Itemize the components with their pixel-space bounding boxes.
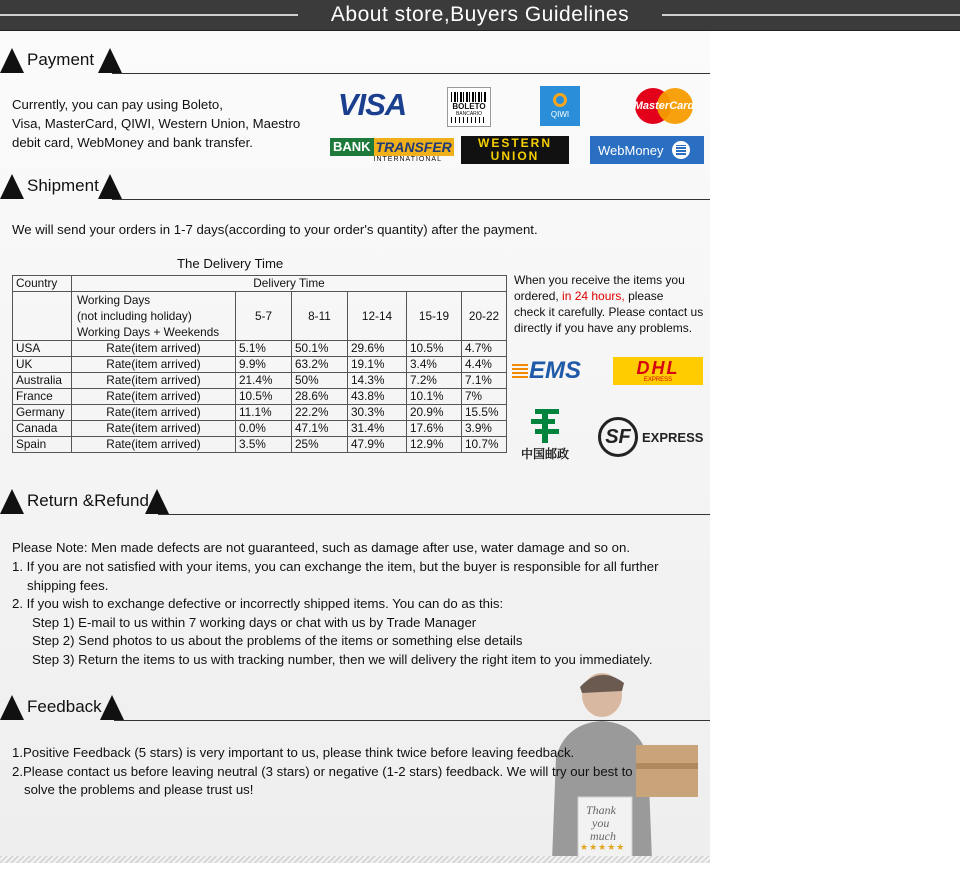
rate-value-cell: 30.3% — [348, 405, 407, 421]
notice-highlight: in 24 hours, — [562, 289, 625, 303]
rate-value-cell: 9.9% — [236, 357, 292, 373]
rate-value-cell: 21.4% — [236, 373, 292, 389]
working-days-cell — [72, 292, 236, 341]
table-row — [13, 341, 507, 357]
bank-transfer-logo: BANK TRANSFER INTERNATIONAL — [330, 138, 442, 164]
rate-value-cell: 47.1% — [292, 421, 348, 437]
shipment-text: We will send your orders in 1-7 days(according to your order's quantity) after the payment. — [12, 222, 538, 237]
rate-value-cell: 10.5% — [236, 389, 292, 405]
refund-item-1: 1. If you are not satisfied with your items, you can exchange the item, but the buyer is responsible for all further — [12, 559, 659, 574]
qiwi-logo: QIWI — [540, 86, 580, 126]
rate-label-cell: Rate(item arrived) — [72, 437, 236, 453]
delivery-time-table — [12, 275, 507, 453]
rate-value-cell: 50.1% — [292, 341, 348, 357]
feedback-heading-label: Feedback — [27, 697, 102, 716]
triangle-icon — [98, 48, 122, 73]
table-row — [13, 421, 507, 437]
heading-rule — [114, 720, 710, 721]
rate-value-cell: 47.9% — [348, 437, 407, 453]
speed-lines-icon — [512, 364, 528, 378]
rate-value-cell: 22.2% — [292, 405, 348, 421]
rate-value-cell: 63.2% — [292, 357, 348, 373]
range-header: 8-11 — [292, 292, 348, 341]
triangle-icon — [98, 174, 122, 199]
range-header: 15-19 — [407, 292, 462, 341]
rate-value-cell: 4.4% — [462, 357, 507, 373]
rate-rows — [13, 341, 507, 453]
rate-value-cell: 14.3% — [348, 373, 407, 389]
payment-line-3: debit card, WebMoney and bank transfer. — [12, 135, 253, 150]
heading-rule — [158, 514, 710, 515]
country-cell: Spain — [13, 437, 72, 453]
notice-line-2 — [514, 289, 663, 303]
feedback-line-2: 2.Please contact us before leaving neutral (3 stars) or negative (1-2 stars) feedback. We will try our best to — [12, 764, 633, 779]
payment-heading-label: Payment — [27, 50, 95, 69]
rate-value-cell: 31.4% — [348, 421, 407, 437]
table-row — [13, 373, 507, 389]
refund-step-2: Step 2) Send photos to us about the problems of the items or something else details — [32, 633, 523, 648]
shipment-heading-label: Shipment — [27, 176, 99, 195]
rate-value-cell: 10.1% — [407, 389, 462, 405]
china-post-icon — [525, 405, 565, 445]
triangle-icon — [145, 489, 169, 514]
rate-value-cell: 4.7% — [462, 341, 507, 357]
triangle-icon — [0, 489, 24, 514]
thank-you-line-2: you — [592, 816, 610, 830]
rate-value-cell: 0.0% — [236, 421, 292, 437]
sf-circle-icon: SF — [598, 417, 638, 457]
range-header: 20-22 — [462, 292, 507, 341]
notice-line-3: check it carefully. Please contact us — [514, 305, 704, 319]
rate-value-cell: 12.9% — [407, 437, 462, 453]
notice-line-4: directly if you have any problems. — [514, 321, 693, 335]
rate-label-cell: Rate(item arrived) — [72, 405, 236, 421]
mastercard-logo: MasterCard — [633, 86, 695, 126]
rate-value-cell: 5.1% — [236, 341, 292, 357]
rate-value-cell: 7% — [462, 389, 507, 405]
feedback-line-1: 1.Positive Feedback (5 stars) is very important to us, please think twice before leaving feedback. — [12, 745, 575, 760]
feedback-line-3: solve the problems and please trust us! — [24, 782, 254, 797]
banner-title: About store,Buyers Guidelines — [330, 3, 630, 26]
table-row — [13, 389, 507, 405]
rate-label-cell: Rate(item arrived) — [72, 373, 236, 389]
table-row — [13, 437, 507, 453]
rate-value-cell: 11.1% — [236, 405, 292, 421]
country-cell: Canada — [13, 421, 72, 437]
notice-text: ordered, — [514, 289, 563, 303]
rate-value-cell: 7.2% — [407, 373, 462, 389]
rate-value-cell: 3.4% — [407, 357, 462, 373]
china-post-logo: 中国邮政 — [512, 402, 578, 464]
thank-you-line-3: much — [590, 829, 616, 843]
stars-icon: ★★★★★ — [580, 842, 626, 852]
refund-heading — [0, 487, 710, 517]
shipment-heading — [0, 172, 710, 202]
rate-value-cell: 19.1% — [348, 357, 407, 373]
sf-express-logo: SF EXPRESS — [598, 414, 704, 460]
rate-value-cell: 29.6% — [348, 341, 407, 357]
country-header: Country — [13, 276, 72, 292]
delivery-time-header: Delivery Time — [72, 276, 507, 292]
heading-rule — [112, 199, 710, 200]
refund-step-1: Step 1) E-mail to us within 7 working days or chat with us by Trade Manager — [32, 615, 477, 630]
payment-line-1: Currently, you can pay using Boleto, — [12, 97, 223, 112]
triangle-icon — [0, 174, 24, 199]
heading-rule — [112, 73, 710, 74]
triangle-icon — [100, 695, 124, 720]
rate-value-cell: 50% — [292, 373, 348, 389]
delivery-table-title: The Delivery Time — [177, 256, 284, 271]
country-cell: UK — [13, 357, 72, 373]
rate-value-cell: 10.7% — [462, 437, 507, 453]
refund-heading-label: Return &Refund — [27, 491, 149, 510]
range-header: 12-14 — [348, 292, 407, 341]
rate-value-cell: 7.1% — [462, 373, 507, 389]
country-cell: France — [13, 389, 72, 405]
rate-value-cell: 3.5% — [236, 437, 292, 453]
rate-value-cell: 3.9% — [462, 421, 507, 437]
refund-step-3: Step 3) Return the items to us with tracking number, then we will delivery the right item to you immediately. — [32, 652, 653, 667]
rate-value-cell: 10.5% — [407, 341, 462, 357]
feedback-heading — [0, 693, 710, 723]
country-cell: Germany — [13, 405, 72, 421]
working-days-label: Working Days — [77, 293, 151, 307]
working-days-note: (not including holiday) — [77, 309, 192, 323]
bottom-stripe — [0, 856, 710, 863]
boleto-logo: BOLETO BANCARIO — [447, 87, 491, 127]
thank-you-line-1: Thank — [586, 803, 616, 817]
notice-text: please — [624, 289, 664, 303]
dhl-logo: DHL EXPRESS — [613, 357, 703, 385]
country-cell: Australia — [13, 373, 72, 389]
webmoney-logo: WebMoney — [590, 136, 704, 164]
western-union-logo: WESTERN UNION — [461, 136, 569, 164]
globe-icon — [672, 141, 690, 159]
refund-item-2: 2. If you wish to exchange defective or incorrectly shipped items. You can do as this: — [12, 596, 504, 611]
triangle-icon — [0, 695, 24, 720]
refund-note: Please Note: Men made defects are not guaranteed, such as damage after use, water damage and so on. — [12, 540, 630, 555]
refund-item-1-cont: shipping fees. — [27, 578, 109, 593]
rate-label-cell: Rate(item arrived) — [72, 341, 236, 357]
range-header: 5-7 — [236, 292, 292, 341]
notice-line-1: When you receive the items you — [514, 273, 685, 287]
rate-value-cell: 25% — [292, 437, 348, 453]
visa-logo: VISA — [337, 87, 407, 122]
payment-line-2: Visa, MasterCard, QIWI, Western Union, Maestro — [12, 116, 301, 131]
rate-label-cell: Rate(item arrived) — [72, 421, 236, 437]
payment-heading — [0, 46, 710, 76]
table-row — [13, 357, 507, 373]
empty-cell — [13, 292, 72, 341]
ems-logo: EMS — [512, 356, 586, 386]
rate-value-cell: 17.6% — [407, 421, 462, 437]
country-cell: USA — [13, 341, 72, 357]
rate-label-cell: Rate(item arrived) — [72, 357, 236, 373]
triangle-icon — [0, 48, 24, 73]
rate-value-cell: 28.6% — [292, 389, 348, 405]
rate-value-cell: 43.8% — [348, 389, 407, 405]
rate-label-cell: Rate(item arrived) — [72, 389, 236, 405]
rate-value-cell: 15.5% — [462, 405, 507, 421]
table-row — [13, 405, 507, 421]
top-banner — [0, 0, 960, 31]
rate-value-cell: 20.9% — [407, 405, 462, 421]
working-days-weekends: Working Days + Weekends — [77, 325, 220, 339]
